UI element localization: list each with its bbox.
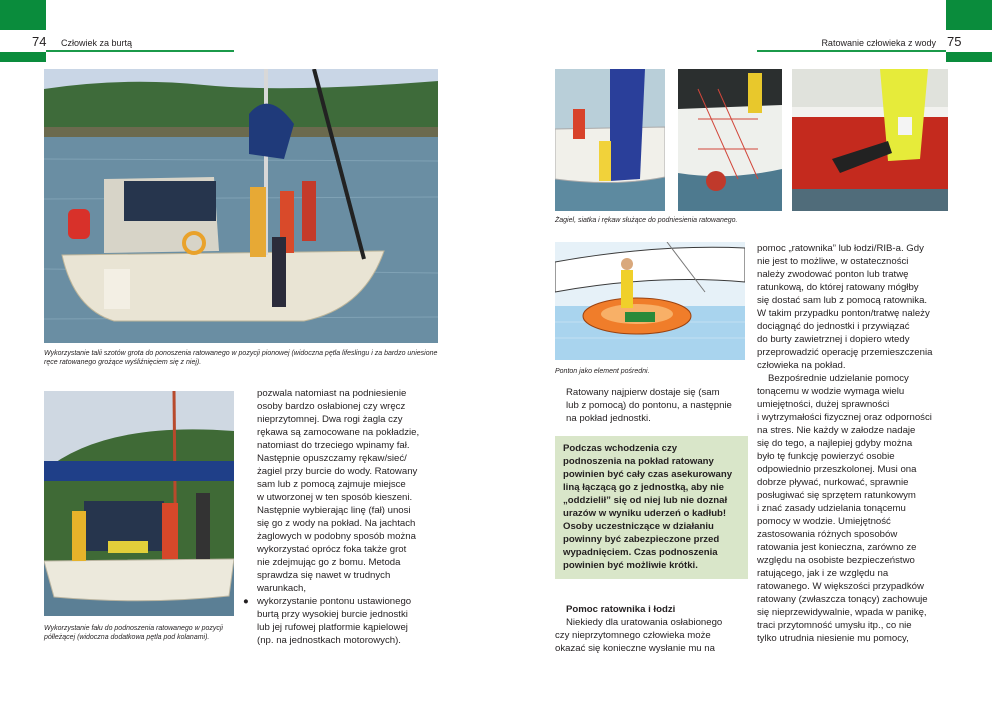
body-line: ratowany (zwłaszcza tonący) zachowuje [757, 594, 928, 605]
left-corner-tab [0, 0, 46, 30]
bullet-item-ponton [243, 595, 447, 647]
body-line: człowieka na pokład. [757, 360, 846, 371]
right-running-head: Ratowanie człowieka z wody [821, 38, 936, 48]
right-text-column [757, 242, 949, 645]
photo-yacht-lifesling [44, 69, 438, 343]
safety-box [555, 436, 748, 579]
body-line: traci przytomność umysłu itp., co nie [757, 620, 912, 631]
photo-net-lift [678, 69, 782, 211]
body-line: się dostać sam lub z pomocą ratownika. [757, 295, 928, 306]
body-line: czy nieprzytomnego człowieka może [555, 630, 711, 641]
body-line: natomiast do trzeciego wpinamy fał. [257, 440, 410, 451]
body-line: w utworzonej w ten sposób kieszeni. [257, 492, 413, 503]
body-line: tylko utrudnia niesienie mu pomocy, [757, 633, 909, 644]
box-line: podnoszenia na pokład ratowany [563, 456, 714, 467]
body-line: dociągnąć do jednostki i przywiązać [757, 321, 910, 332]
right-edge-tab [946, 52, 992, 62]
body-line: nieprzytomnej. Dwa rogi żagla czy [257, 414, 403, 425]
subheading: Pomoc ratownika i łodzi [566, 604, 676, 615]
body-line: Następnie opuszczamy rękaw/sieć/ [257, 453, 407, 464]
box-line: powinien być cały czas asekurowany [563, 469, 733, 480]
body-line: Niekiedy dla uratowania osłabionego [566, 617, 723, 628]
right-header-rule [757, 50, 946, 52]
photo-sail-lift [555, 69, 665, 211]
body-line: posługiwać się sprzętem ratunkowym [757, 490, 916, 501]
body-line: odpowiednio przeszkolonej. Musi ona [757, 464, 917, 475]
left-page-number: 74 [32, 34, 47, 49]
body-line: przeprowadzić operację przemieszczenia [757, 347, 933, 358]
left-text-column [243, 387, 447, 647]
left-header-rule [46, 50, 234, 52]
bullet-line: wykorzystanie pontonu ustawionego [257, 596, 412, 607]
right-page-number: 75 [947, 34, 962, 49]
body-line: sprawdza się nawet w trudnych [257, 570, 391, 581]
box-line: Osoby uczestniczące w działaniu [563, 521, 714, 532]
box-line: powinny być zabezpieczone przed [563, 534, 720, 545]
body-line: rękawa są zamocowane na pokładzie, [257, 427, 420, 438]
body-line: się do tego, a najlepiej gdyby można [757, 438, 913, 449]
body-line: umiejętności, dużej sprawności [757, 399, 890, 410]
body-line: zastosowania różnych sposobów [757, 529, 898, 540]
body-line: i znać zasady udzielania tonącemu [757, 503, 906, 514]
body-line: Bezpośrednie udzielanie pomocy [768, 373, 909, 384]
box-line: liną łączącą go z jednostką, aby nie [563, 482, 725, 493]
body-line: pozwala natomiast na podniesienie [257, 388, 407, 399]
caption-photos: Żagiel, siatka i rękaw służące do podniesienia ratowanego. [555, 217, 738, 224]
right-corner-tab [946, 0, 992, 30]
body-line: ratowania jest konieczna, zarówno ze [757, 542, 917, 553]
body-line: okazać się konieczne wysłanie mu na [555, 643, 715, 654]
box-line: urazów w wyniku uderzeń o kadłub! [563, 508, 727, 519]
box-line: powinien być możliwie krótki. [563, 560, 698, 571]
bullet-line: (np. na jednostkach motorowych). [257, 635, 401, 646]
body-line: do burty zawietrznej i dopiero wtedy [757, 334, 910, 345]
body-line: pomocy w wodzie. Umiejętność [757, 516, 891, 527]
middle-text [566, 386, 756, 425]
body-line: żaglowych w podobny sposób można [257, 531, 416, 542]
box-line: wypadnięciem. Czas podnoszenia [563, 547, 718, 558]
body-line: się go z wody na pokład. Na jachtach [257, 518, 416, 529]
bullet-lines [257, 595, 447, 647]
body-line: było tę funkcję powierzyć osobie [757, 451, 895, 462]
body-line: tonącemu w wodzie wymaga wielu [757, 386, 905, 397]
caption-top-photo: Wykorzystanie talii szotów grota do ponoszenia ratowanego w pozycji pionowej (widoczna pętla lifeslingu i za bardzo uniesione ręce ratowanego grożące wyśliźnięciem się z niej). [44, 350, 438, 366]
bullet-line: lub jej rufowej platformie kąpielowej [257, 622, 408, 633]
left-edge-tab [0, 52, 46, 62]
body-line: na pokład jednostki. [566, 413, 651, 424]
body-line: wykorzystać oprócz foka także grot [257, 544, 407, 555]
body-line: dobrze pływać, nurkować, sprawnie [757, 477, 909, 488]
body-line: ratowanego. W większości przypadków [757, 581, 924, 592]
body-line: nie zdejmując go z bomu. Metoda [257, 557, 401, 568]
body-line: należy zwodować ponton lub tratwę [757, 269, 909, 280]
bullet-symbol: ● [243, 596, 249, 607]
box-line: Podczas wchodzenia czy [563, 443, 678, 454]
body-line: Ratowany najpierw dostaje się (sam [566, 387, 720, 398]
safety-box-text [563, 442, 740, 572]
body-line: lub z pomocą) do pontonu, a następnie [566, 400, 732, 411]
box-line: „oddzielił” się od niej lub nie doznał [563, 495, 728, 506]
body-line: względu na osobiste bezpieczeństwo [757, 555, 915, 566]
body-line: się nieprzewidywalnie, wpada w panikę, [757, 607, 927, 618]
body-line: żagiel przy burcie do wody. Ratowany [257, 466, 418, 477]
body-line: Następnie wybierając linę (fał) unosi [257, 505, 411, 516]
photo-sleeve-lift [792, 69, 948, 211]
bullet-line: burtą przy wysokiej burcie jednostki [257, 609, 408, 620]
body-line: i wytrzymałości fizycznej oraz odporności [757, 412, 932, 423]
caption-diagram: Ponton jako element pośredni. [555, 368, 650, 375]
body-line: osoby bardzo osłabionej czy wręcz [257, 401, 406, 412]
body-line: na stres. Nie każdy w załodze nadaje [757, 425, 916, 436]
diagram-ponton [555, 242, 745, 360]
body-line: nie jest to możliwe, w ostateczności [757, 256, 909, 267]
body-line: pomoc „ratownika” lub łodzi/RIB-a. Gdy [757, 243, 924, 254]
photo-yacht-halyard [44, 391, 234, 616]
body-line: ratującego, jak i ze względu na [757, 568, 889, 579]
sub-text [555, 616, 750, 655]
body-line: W takim przypadku ponton/tratwę należy [757, 308, 930, 319]
left-body-lines [257, 387, 447, 595]
caption-bottom-photo: Wykorzystanie fału do podnoszenia ratowanego w pozycji półleżącej (widoczna dodatkowa pętla pod kolanami). [44, 625, 223, 641]
body-line: warunkach, [257, 583, 307, 594]
body-line: ratunkową, do której ratowany mógłby [757, 282, 919, 293]
body-line: sam lub z pomocą zajmuje miejsce [257, 479, 406, 490]
left-running-head: Człowiek za burtą [61, 38, 133, 48]
